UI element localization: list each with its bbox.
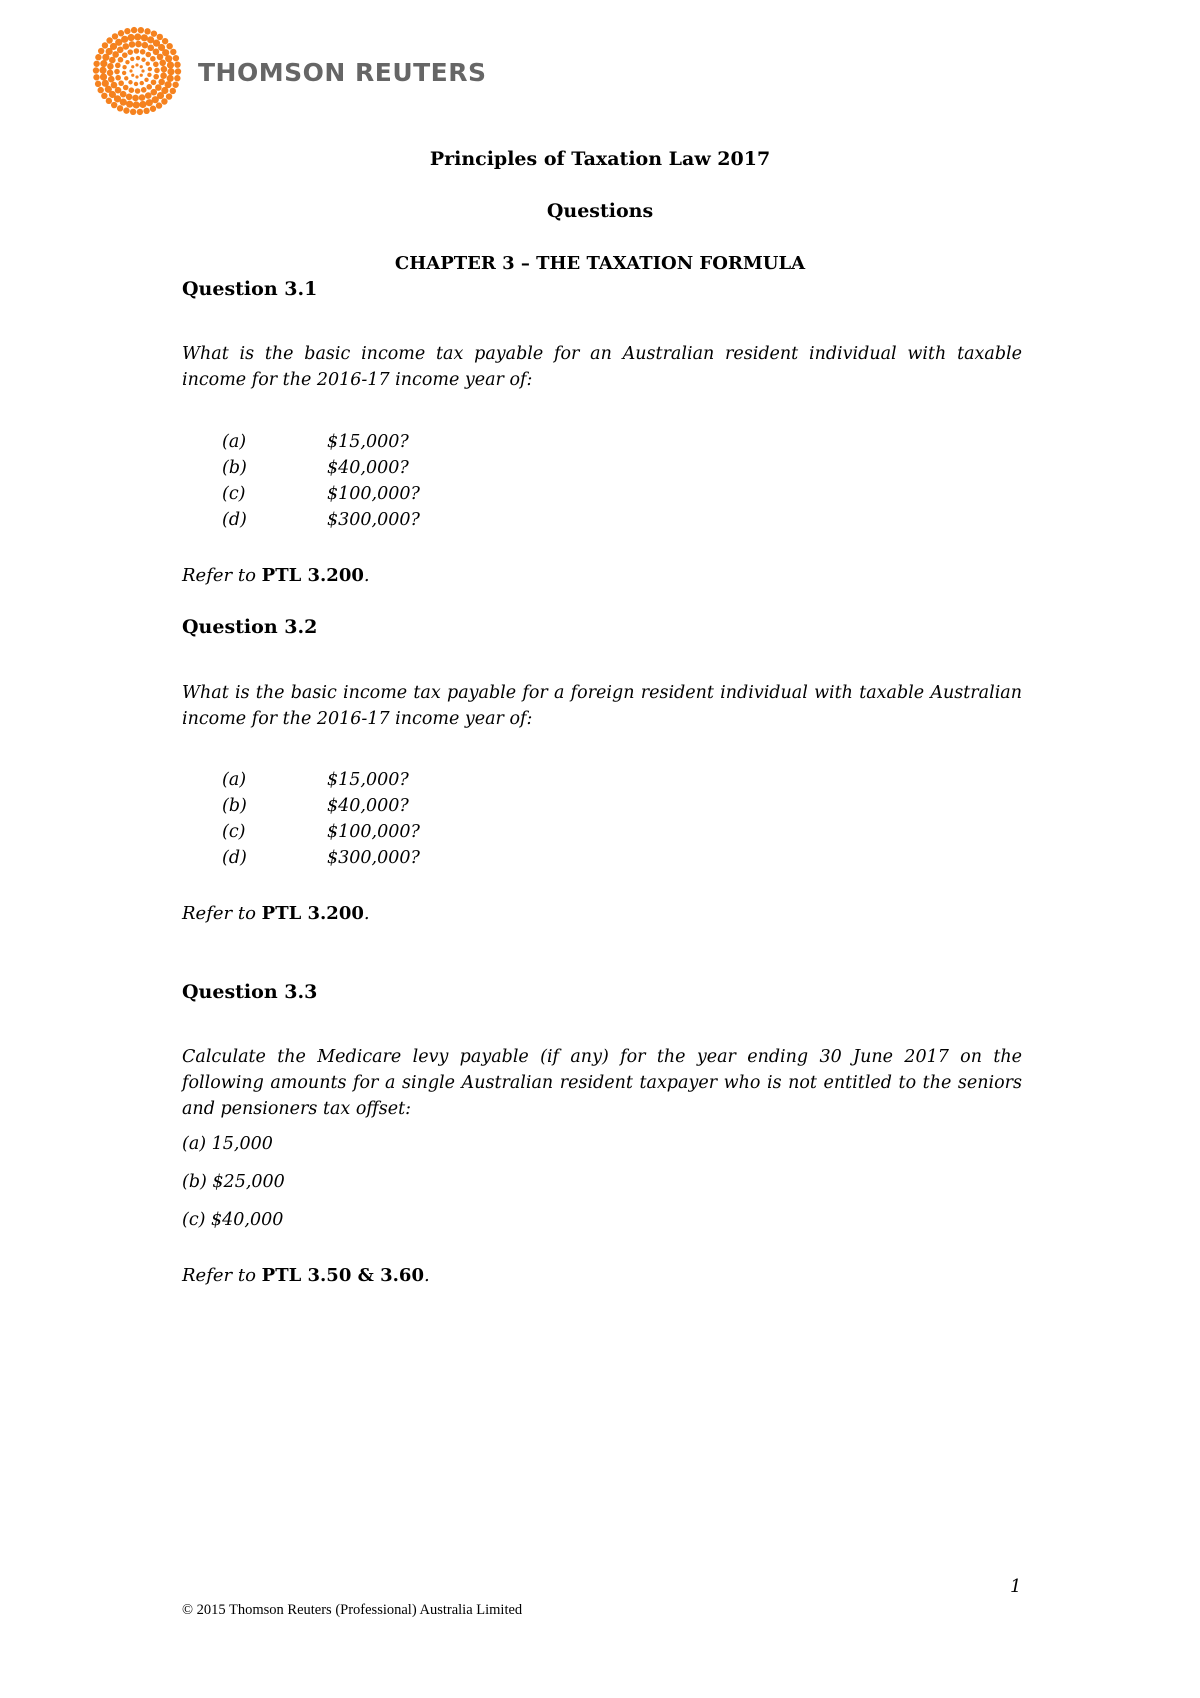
logo-dot (108, 76, 115, 83)
logo-dot (172, 82, 178, 88)
answer-option: (c) $40,000 (182, 1210, 284, 1230)
option-label: (b) (222, 458, 247, 478)
logo-dot (141, 87, 147, 93)
logo-dot (112, 33, 118, 39)
question-text: Calculate the Medicare levy payable (if any) for the year ending 30 June 2017 on the following amounts for a single Australian resident taxpayer who is not entitled to the seniors and pensioners tax offset: (182, 1047, 1022, 1119)
thomson-reuters-logo (92, 26, 487, 116)
logo-dot (139, 94, 146, 101)
reference-line (182, 903, 370, 924)
logo-dot (98, 48, 104, 54)
logo-dot (175, 68, 181, 74)
option-value: $300,000? (327, 510, 420, 530)
answer-option (222, 796, 409, 816)
logo-dot (143, 108, 149, 114)
reference-prefix: Refer to (182, 565, 256, 586)
logo-dot (157, 54, 164, 61)
logo-dot (138, 27, 144, 33)
option-label: (c) (222, 822, 246, 842)
question-heading: Question 3.2 (182, 616, 318, 638)
logo-dot (133, 101, 140, 108)
logo-dot (170, 49, 176, 55)
logo-dot (124, 28, 130, 34)
logo-dot (107, 70, 114, 77)
logo-dot (174, 62, 180, 68)
answer-option: (b) $25,000 (182, 1172, 285, 1192)
logo-dot (122, 65, 126, 69)
logo-dot (145, 92, 152, 99)
logo-dot (122, 52, 128, 58)
logo-dot (174, 75, 180, 81)
logo-dot (156, 102, 162, 108)
reference-prefix: Refer to (182, 903, 256, 924)
logo-dot (118, 30, 124, 36)
logo-dot (115, 75, 121, 81)
option-value: $40,000? (327, 796, 409, 816)
logo-dot (114, 69, 120, 75)
logo-dot (144, 78, 148, 82)
question-heading: Question 3.3 (182, 981, 318, 1003)
question-text: What is the basic income tax payable for a foreign resident individual with taxable Australian income for the 2016-17 income year of: (182, 683, 1022, 729)
logo-dot (141, 69, 144, 72)
option-label: (a) (222, 770, 247, 790)
thomson-reuters-dot-sphere-icon (92, 26, 182, 116)
logo-dot (126, 94, 133, 101)
answer-option (222, 822, 420, 842)
logo-dot (130, 109, 136, 115)
reference-suffix: . (363, 565, 370, 586)
logo-dot (126, 101, 133, 108)
logo-dot (95, 81, 101, 87)
logo-dot (118, 57, 124, 63)
answer-option (222, 510, 420, 530)
logo-dot (173, 55, 179, 61)
logo-dot (141, 34, 148, 41)
logo-dot (155, 84, 162, 91)
logo-dot (161, 66, 168, 73)
logo-dot (124, 76, 128, 80)
logo-dot (148, 67, 152, 71)
option-value: $40,000? (327, 458, 409, 478)
logo-dot (158, 79, 165, 86)
page-number: 1 (1010, 1576, 1022, 1597)
logo-dot (146, 61, 150, 65)
logo-dot (154, 68, 160, 74)
logo-dot (135, 75, 138, 78)
logo-dot (107, 63, 114, 70)
option-label: (d) (222, 510, 247, 530)
document-subtitle: Questions (546, 200, 654, 222)
logo-dot (102, 80, 109, 87)
logo-dot (159, 60, 166, 67)
logo-dot (167, 75, 174, 82)
logo-dot (166, 43, 172, 49)
logo-dot (109, 57, 116, 64)
logo-dot (142, 42, 149, 49)
logo-dot (144, 28, 150, 34)
logo-dot (165, 55, 172, 62)
reference-line (182, 565, 370, 586)
logo-dot (167, 68, 174, 75)
logo-dot (117, 47, 124, 54)
option-label: (a) (222, 432, 247, 452)
reference-code: PTL 3.200 (261, 565, 364, 586)
logo-dot (123, 107, 129, 113)
logo-dot (131, 74, 134, 77)
logo-dot (95, 54, 101, 60)
logo-dot (125, 60, 129, 64)
logo-dot (151, 79, 157, 85)
reference-suffix: . (423, 1265, 430, 1286)
logo-dot (128, 80, 132, 84)
logo-dot (170, 88, 176, 94)
reference-code: PTL 3.50 & 3.60 (261, 1265, 424, 1286)
logo-dot (145, 52, 151, 58)
answer-option (222, 484, 420, 504)
question-text: What is the basic income tax payable for an Australian resident individual with taxable income for the 2016-17 income year of: (182, 344, 1022, 390)
logo-wordmark: THOMSON REUTERS (198, 58, 487, 87)
answer-option (222, 770, 409, 790)
option-value: $100,000? (327, 484, 420, 504)
logo-dot (132, 95, 139, 102)
logo-dot (115, 63, 121, 69)
option-label: (c) (222, 484, 246, 504)
logo-dot (131, 27, 137, 33)
logo-dot (129, 87, 135, 93)
logo-dot (140, 49, 146, 55)
logo-dot (102, 42, 108, 48)
option-value: $300,000? (327, 848, 420, 868)
question-heading: Question 3.1 (182, 278, 318, 300)
copyright-footer: © 2015 Thomson Reuters (Professional) Australia Limited (182, 1602, 523, 1618)
answer-option (222, 848, 420, 868)
reference-suffix: . (363, 903, 370, 924)
option-label: (d) (222, 848, 247, 868)
logo-dot (135, 41, 142, 48)
logo-dot (106, 37, 112, 43)
logo-dot (150, 56, 156, 62)
logo-dot (111, 82, 118, 89)
chapter-heading: CHAPTER 3 – THE TAXATION FORMULA (394, 253, 806, 274)
logo-dot (139, 101, 146, 108)
logo-dot (106, 98, 112, 104)
logo-dot (146, 84, 152, 90)
logo-dot (99, 67, 106, 74)
logo-dot (98, 87, 104, 93)
logo-dot (93, 67, 99, 73)
logo-dot (153, 61, 159, 67)
answer-option (222, 458, 409, 478)
logo-dot (100, 60, 107, 67)
logo-dot (160, 72, 167, 79)
logo-dot (117, 105, 123, 111)
logo-dot (134, 48, 140, 54)
reference-prefix: Refer to (182, 1265, 256, 1286)
logo-dot (118, 80, 124, 86)
logo-dot (151, 30, 157, 36)
logo-dot (135, 63, 138, 66)
reference-code: PTL 3.200 (261, 903, 364, 924)
logo-dot (122, 71, 126, 75)
logo-dot (93, 74, 99, 80)
document-title: Principles of Taxation Law 2017 (429, 148, 771, 170)
logo-dot (166, 93, 172, 99)
logo-dot (123, 85, 129, 91)
option-value: $100,000? (327, 822, 420, 842)
logo-dot (153, 74, 159, 80)
logo-dot (100, 73, 107, 80)
logo-dot (127, 49, 133, 55)
logo-dot (101, 93, 107, 99)
logo-dot (152, 96, 159, 103)
logo-dot (122, 43, 129, 50)
logo-dot (128, 34, 135, 41)
answer-option: (a) 15,000 (182, 1134, 273, 1154)
logo-dot (135, 88, 141, 94)
logo-dot (157, 34, 163, 40)
logo-dot (150, 106, 156, 112)
logo-dot (140, 65, 143, 68)
logo-dot (140, 81, 144, 85)
logo-dot (130, 57, 134, 61)
logo-dot (167, 62, 174, 69)
logo-dot (134, 33, 141, 40)
logo-dot (129, 69, 132, 72)
logo-dot (134, 82, 138, 86)
logo-dot (162, 38, 168, 44)
reference-line (182, 1265, 430, 1286)
option-value: $15,000? (327, 770, 409, 790)
logo-dot (161, 98, 167, 104)
option-value: $15,000? (327, 432, 409, 452)
option-label: (b) (222, 796, 247, 816)
answer-option (222, 432, 409, 452)
logo-dot (140, 74, 143, 77)
logo-dot (131, 65, 134, 68)
logo-dot (93, 61, 99, 67)
logo-dot (136, 56, 140, 60)
logo-dot (129, 41, 136, 48)
logo-dot (137, 109, 143, 115)
logo-dot (147, 73, 151, 77)
logo-dot (111, 102, 117, 108)
logo-dot (121, 36, 128, 43)
logo-dot (141, 58, 145, 62)
